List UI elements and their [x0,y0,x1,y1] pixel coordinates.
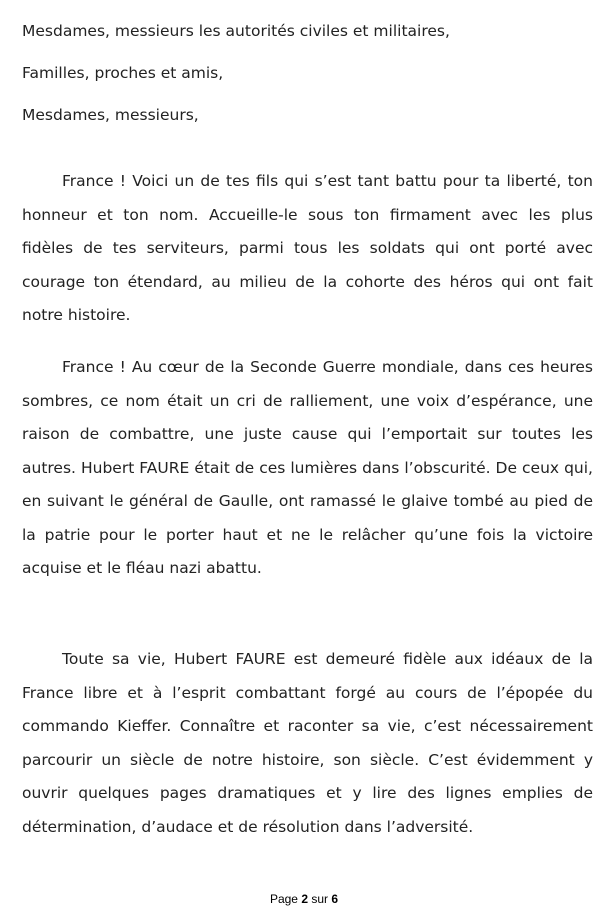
paragraph-free-france: Toute sa vie, Hubert FAURE est demeuré fidèle aux idéaux de la France libre et à l’esprit combattant forgé au cours de l’épopée du commando Kieffer. Connaître et raconter sa vie, c’est nécessairement parcourir un siècle de notre histoire, son siècle. C’est évidemment y ouvrir quelques pages dramatiques et y lire des lignes emplies de détermination, d’audace et de résolution dans l’adversité. [22,650,593,836]
paragraph-france-welcome: France ! Voici un de tes fils qui s’est tant battu pour ta liberté, ton honneur et ton nom. Accueille-le sous ton firmament avec les plus fidèles de tes serviteurs, parmi tous les soldats qui ont porté avec courage ton étendard, au milieu de la cohorte des héros qui ont fait notre histoire. [22,172,593,324]
salutation-audience: Mesdames, messieurs, [22,106,199,124]
footer-middle: sur [308,892,332,906]
page-number-footer [0,890,608,908]
salutation-authorities: Mesdames, messieurs les autorités civiles et militaires, [22,22,450,40]
paragraph-second-world-war: France ! Au cœur de la Seconde Guerre mondiale, dans ces heures sombres, ce nom était un cri de ralliement, une voix d’espérance, une raison de combattre, une juste cause qui l’emportait sur toutes les autres. Hubert FAURE était de ces lumières dans l’obscurité. De ceux qui, en suivant le général de Gaulle, ont ramassé le glaive tombé au pied de la patrie pour le porter haut et ne le relâcher qu’une fois la victoire acquise et le fléau nazi abattu. [22,358,593,577]
footer-total-pages: 6 [331,892,339,906]
footer-current-page: 2 [301,892,308,906]
salutation-families: Familles, proches et amis, [22,64,224,82]
footer-prefix: Page [269,892,302,906]
